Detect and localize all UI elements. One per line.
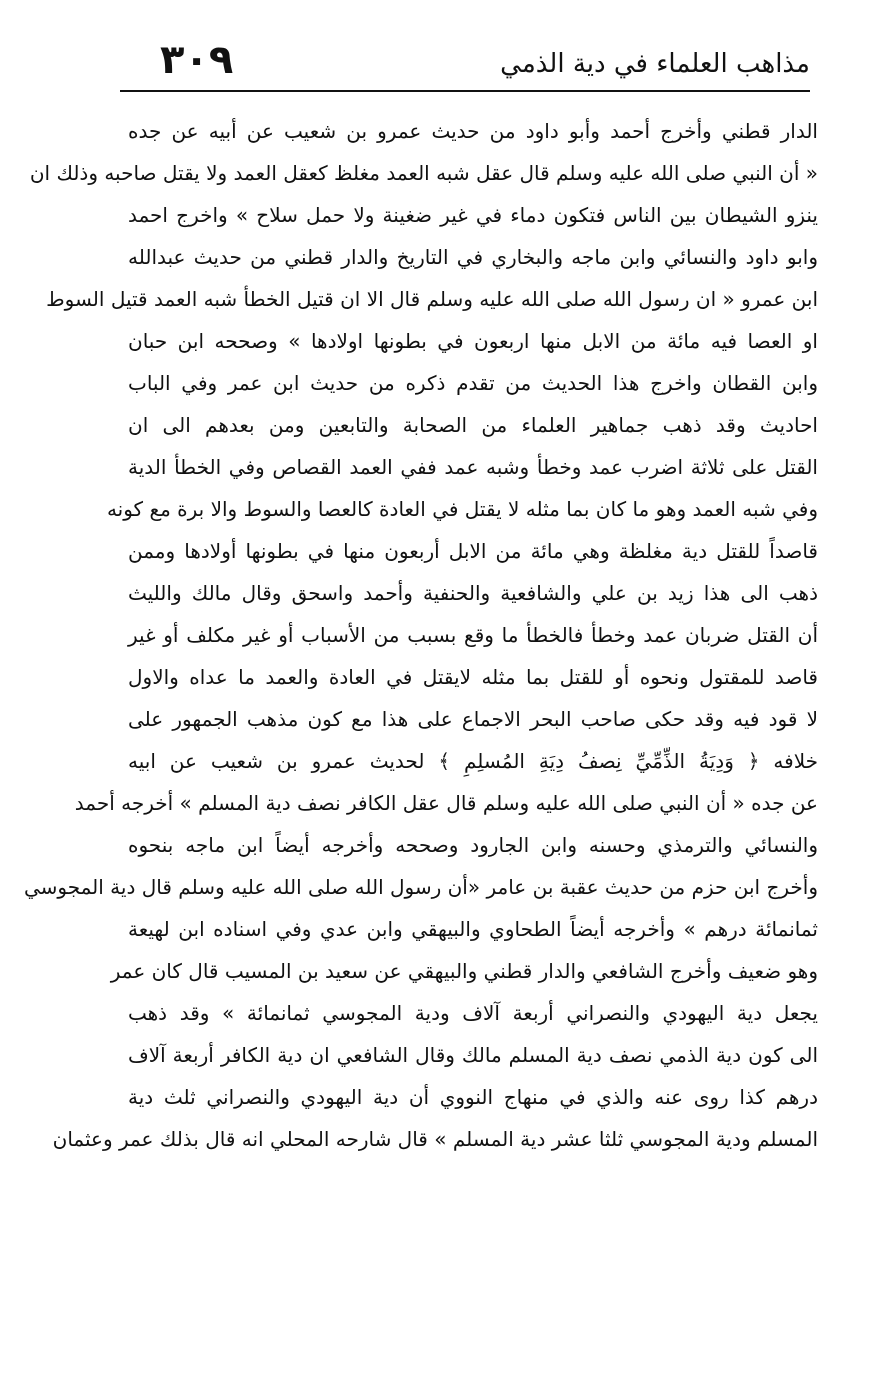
- text-line: قاصداً للقتل دية مغلظة وهي مائة من الابل أربعون منها في بطونها أولادها وممن: [128, 539, 818, 563]
- text-line: ينزو الشيطان بين الناس فتكون دماء في غير ضغينة ولا حمل سلاح » واخرج احمد: [128, 203, 818, 227]
- text-line: ابن عمرو « ان رسول الله صلى الله عليه وسلم قال الا ان قتيل الخطأ شبه العمد قتيل السوط: [46, 287, 818, 311]
- text-line: ذهب الى هذا زيد بن علي والشافعية والحنفية وأحمد واسحق وقال مالك والليث: [128, 581, 818, 605]
- text-line: أن القتل ضربان عمد وخطأ فالخطأ ما وقع بسبب من الأسباب أو غير مكلف أو غير: [128, 623, 818, 647]
- text-line: احاديث وقد ذهب جماهير العلماء من الصحابة والتابعين ومن بعدهم الى ان: [128, 413, 818, 437]
- text-line: ثمانمائة درهم » وأخرجه أيضاً الطحاوي والبيهقي وابن عدي وفي اسناده ابن لهيعة: [128, 917, 818, 941]
- text-line: لا قود فيه وقد حكى صاحب البحر الاجماع على هذا مع كون مذهب الجمهور على: [128, 707, 818, 731]
- text-line: درهم كذا روى عنه والذي في منهاج النووي أن دية اليهودي والنصراني ثلث دية: [128, 1085, 818, 1109]
- text-line: القتل على ثلاثة اضرب عمد وخطأ وشبه عمد ففي العمد القصاص وفي الخطأ الدية: [128, 455, 818, 479]
- running-title: مذاهب العلماء في دية الذمي: [500, 49, 810, 79]
- page-header: [120, 30, 810, 92]
- text-line: وابو داود والنسائي وابن ماجه والبخاري في التاريخ والدار قطني من حديث عبدالله: [128, 245, 818, 269]
- text-line: خلافه ﴿ وَدِيَةُ الذِّمِّيِّ نِصفُ دِيَةِ المُسلِمِ ﴾ لحديث عمرو بن شعيب عن ابيه: [128, 749, 818, 773]
- text-line: وابن القطان واخرج هذا الحديث من تقدم ذكره من حديث ابن عمر وفي الباب: [128, 371, 818, 395]
- text-line: والنسائي والترمذي وحسنه وابن الجارود وصححه وأخرجه أيضاً ابن ماجه بنحوه: [128, 833, 818, 857]
- text-line: المسلم ودية المجوسي ثلثا عشر دية المسلم » قال شارحه المحلي انه قال بذلك عمر وعثمان: [52, 1127, 818, 1151]
- text-line: الدار قطني وأخرج أحمد وأبو داود من حديث عمرو بن شعيب عن أبيه عن جده: [128, 119, 818, 143]
- text-line: او العصا فيه مائة من الابل منها اربعون في بطونها اولادها » وصححه ابن حبان: [128, 329, 818, 353]
- text-line: يجعل دية اليهودي والنصراني أربعة آلاف ودية المجوسي ثمانمائة » وقد ذهب: [128, 1001, 818, 1025]
- text-line: وأخرج ابن حزم من حديث عقبة بن عامر «أن رسول الله صلى الله عليه وسلم قال دية المجوسي: [23, 875, 818, 899]
- text-line: « أن النبي صلى الله عليه وسلم قال عقل شبه العمد مغلظ كعقل العمد ولا يقتل صاحبه وذلك ان: [29, 161, 818, 185]
- text-line: وفي شبه العمد وهو ما كان بما مثله لا يقتل في العادة كالعصا والسوط والا برة مع كونه: [106, 497, 818, 521]
- text-line: عن جده « أن النبي صلى الله عليه وسلم قال عقل الكافر نصف دية المسلم » أخرجه أحمد: [74, 791, 818, 815]
- text-line: قاصد للمقتول ونحوه أو للقتل بما مثله لايقتل في العادة والعمد ما عداه والاول: [128, 665, 818, 689]
- header-rule: [120, 90, 810, 92]
- text-line: وهو ضعيف وأخرج الشافعي والدار قطني والبيهقي عن سعيد بن المسيب قال كان عمر: [110, 959, 818, 983]
- body-text: [23, 110, 818, 1160]
- page-number: ٣٠٩: [160, 37, 234, 83]
- text-line: الى كون دية الذمي نصف دية المسلم مالك وقال الشافعي ان دية الكافر أربعة آلاف: [128, 1043, 818, 1067]
